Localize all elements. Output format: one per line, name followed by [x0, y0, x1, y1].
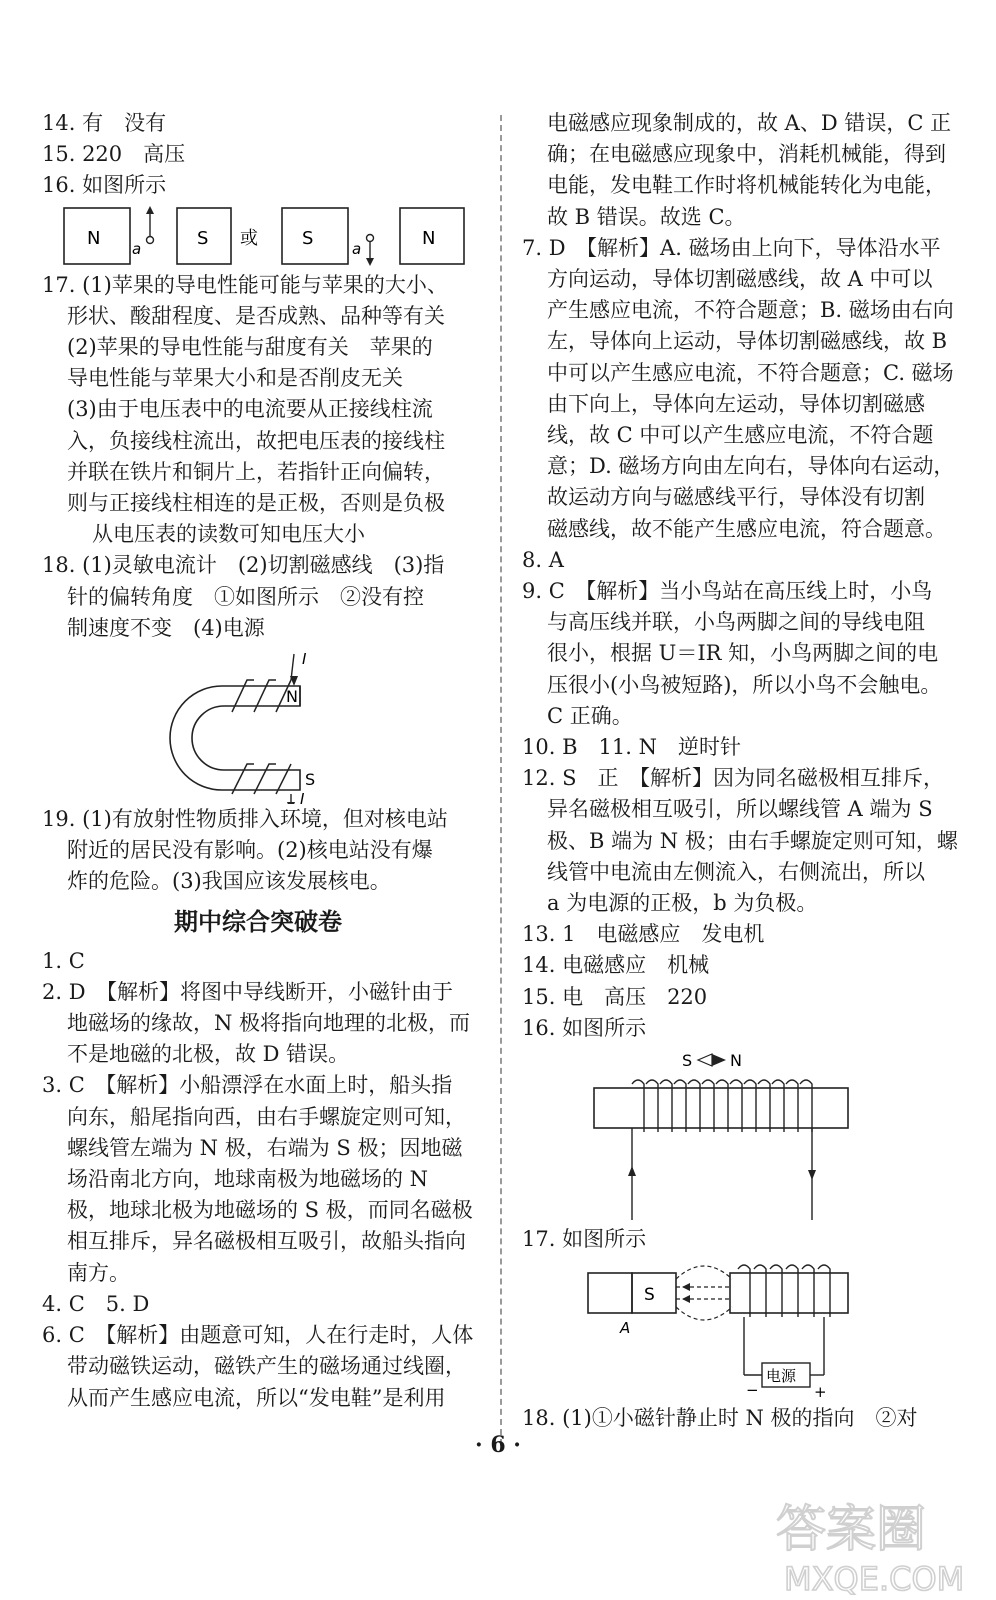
- answer-line: 故 B 错误。故选 C。: [547, 204, 746, 229]
- answer-line: 14. 电磁感应 机械: [522, 953, 710, 978]
- fig18-pole-s: S: [305, 770, 316, 790]
- fig18-current-top: I: [302, 650, 307, 669]
- left-column: [42, 108, 474, 1414]
- answer-line: 制速度不变 (4)电源: [67, 615, 265, 640]
- answer-line: 10. B 11. N 逆时针: [522, 735, 741, 760]
- answer-line: 地磁场的缘故，N 极将指向地理的北极，而: [67, 1011, 471, 1036]
- answer-line: 由下向上，导体向左运动，导体切割磁感: [547, 391, 925, 416]
- answer-line: 12. S 正 【解析】因为同名磁极相互排斥，: [522, 766, 944, 791]
- watermark-logo: [766, 1480, 976, 1600]
- fig17-plus: +: [814, 1383, 827, 1402]
- answer-line: 18. (1)①小磁针静止时 N 极的指向 ②对: [522, 1406, 918, 1431]
- answer-line: 从而产生感应电流，所以“发电鞋”是利用: [67, 1385, 446, 1410]
- fig16-or: 或: [240, 227, 258, 249]
- fig17-minus: −: [746, 1381, 759, 1400]
- answer-line: C 正确。: [547, 703, 633, 728]
- answer-line: 意；D. 磁场方向由左向右，导体向右运动，: [547, 454, 955, 479]
- fig17-label-a: A: [620, 1319, 631, 1338]
- answer-line: 16. 如图所示: [522, 1015, 647, 1040]
- answer-line: 确；在电磁感应现象中，消耗机械能，得到: [547, 142, 946, 167]
- answer-line: 左，导体向上运动，导体切割磁感线，故 B: [547, 329, 948, 354]
- answer-line: 压很小(小鸟被短路)，所以小鸟不会触电。: [547, 672, 942, 697]
- watermark-title: 答案圈: [776, 1500, 926, 1558]
- page-number: · 6 ·: [475, 1432, 521, 1458]
- answer-line: 极、B 端为 N 极；由右手螺旋定则可知，螺: [547, 828, 958, 853]
- answer-line: 4. C 5. D: [42, 1291, 150, 1316]
- answer-line: 与高压线并联，小鸟两脚之间的导线电阻: [547, 610, 925, 635]
- answer-line: (3)由于电压表中的电流要从正接线柱流: [67, 397, 433, 422]
- fig17-pole-s: S: [644, 1285, 655, 1306]
- figure-q17-magnet-solenoid: [522, 1255, 966, 1403]
- answer-line: 形状、酸甜程度、是否成熟、品种等有关: [67, 303, 445, 328]
- answer-line: 2. D 【解析】将图中导线断开，小磁针由于: [42, 979, 454, 1004]
- fig16-needle-n: N: [730, 1051, 742, 1071]
- answer-line: 17. 如图所示: [522, 1227, 647, 1252]
- answer-line: 电磁感应现象制成的，故 A、D 错误，C 正: [547, 111, 952, 135]
- section-title: 期中综合突破卷: [174, 906, 342, 936]
- answer-line: 南方。: [67, 1260, 130, 1285]
- answer-line: 15. 电 高压 220: [522, 984, 708, 1009]
- answer-line: 炸的危险。(3)我国应该发展核电。: [67, 869, 391, 894]
- fig16-n-left: N: [87, 227, 101, 249]
- answer-line: 9. C 【解析】当小鸟站在高压线上时，小鸟: [522, 579, 933, 604]
- answer-line: 产生感应电流，不符合题意；B. 磁场由右向: [547, 298, 954, 323]
- answer-line: 异名磁极相互吸引，所以螺线管 A 端为 S: [547, 797, 933, 822]
- answer-line: 不是地磁的北极，故 D 错误。: [67, 1042, 350, 1067]
- fig16-s-right: S: [302, 227, 314, 249]
- answer-line: 从电压表的读数可知电压大小: [92, 522, 365, 547]
- answer-line: 7. D 【解析】A. 磁场由上向下，导体沿水平: [522, 235, 941, 260]
- fig16-n-right: N: [422, 227, 436, 249]
- answer-line: 16. 如图所示: [42, 173, 167, 198]
- answer-line: 15. 220 高压: [42, 142, 186, 167]
- answer-line: 入，负接线柱流出，故把电压表的接线柱: [67, 428, 445, 453]
- answer-line: 导电性能与苹果大小和是否削皮无关: [67, 366, 403, 391]
- figure-q16-magnets: [42, 202, 474, 270]
- answer-line: 相互排斥，异名磁极相互吸引，故船头指向: [67, 1229, 466, 1254]
- answer-line: 线，故 C 中可以产生感应电流，不符合题: [547, 423, 934, 448]
- answer-line: 向东，船尾指向西，由右手螺旋定则可知，: [67, 1104, 466, 1129]
- answer-line: 并联在铁片和铜片上，若指针正向偏转，: [67, 459, 445, 484]
- fig18-pole-n: N: [286, 687, 298, 707]
- watermark-domain: MXQE.COM: [784, 1560, 965, 1598]
- answer-line: 带动磁铁运动，磁铁产生的磁场通过线圈，: [67, 1354, 466, 1379]
- fig16-s-left: S: [197, 227, 209, 249]
- fig18-current-bottom: I: [300, 790, 305, 805]
- answer-line: 18. (1)灵敏电流计 (2)切割磁感线 (3)指: [42, 553, 445, 578]
- answer-line: 14. 有 没有: [42, 111, 167, 135]
- answer-line: 19. (1)有放射性物质排入环境，但对核电站: [42, 807, 448, 832]
- fig16-a-left: a: [132, 239, 142, 258]
- fig16-needle-s: S: [682, 1051, 693, 1071]
- answer-line: 螺线管左端为 N 极，右端为 S 极；因地磁: [67, 1135, 463, 1160]
- answer-line: 中可以产生感应电流，不符合题意；C. 磁场: [547, 360, 954, 385]
- right-column: [522, 108, 966, 1435]
- figure-q16-solenoid: [522, 1044, 966, 1224]
- answer-line: 方向运动，导体切割磁感线，故 A 中可以: [547, 267, 933, 292]
- fig17-power-source: 电源: [766, 1367, 797, 1386]
- answer-line: 场沿南北方向，地球南极为地磁场的 N: [67, 1167, 429, 1192]
- answer-line: 3. C 【解析】小船漂浮在水面上时，船头指: [42, 1073, 453, 1098]
- answer-line: a 为电源的正极，b 为负极。: [547, 891, 818, 916]
- figure-q18-horseshoe-magnet: [42, 644, 474, 804]
- column-divider: [500, 115, 502, 1445]
- answer-line: 很小，根据 U＝IR 知，小鸟两脚之间的电: [547, 641, 939, 666]
- answer-line: 17. (1)苹果的导电性能可能与苹果的大小、: [42, 272, 448, 297]
- answer-line: 磁感线，故不能产生感应电流，符合题意。: [547, 516, 946, 541]
- answer-line: 故运动方向与磁感线平行，导体没有切割: [547, 485, 925, 510]
- fig16-a-right: a: [352, 239, 362, 258]
- answer-line: 针的偏转角度 ①如图所示 ②没有控: [67, 584, 424, 609]
- answer-line: 线管中电流由左侧流入，右侧流出，所以: [547, 859, 925, 884]
- answer-line: 附近的居民没有影响。(2)核电站没有爆: [67, 838, 433, 863]
- answer-line: (2)苹果的导电性能与甜度有关 苹果的: [67, 335, 433, 360]
- answer-line: 则与正接线柱相连的是正极，否则是负极: [67, 491, 445, 516]
- answer-line: 电能，发电鞋工作时将机械能转化为电能，: [547, 173, 946, 198]
- answer-line: 6. C 【解析】由题意可知，人在行走时，人体: [42, 1323, 474, 1348]
- answer-line: 极，地球北极为地磁场的 S 极，而同名磁极: [67, 1198, 473, 1223]
- answer-line: 8. A: [522, 547, 564, 572]
- answer-line: 13. 1 电磁感应 发电机: [522, 922, 765, 947]
- answer-line: 1. C: [42, 948, 85, 973]
